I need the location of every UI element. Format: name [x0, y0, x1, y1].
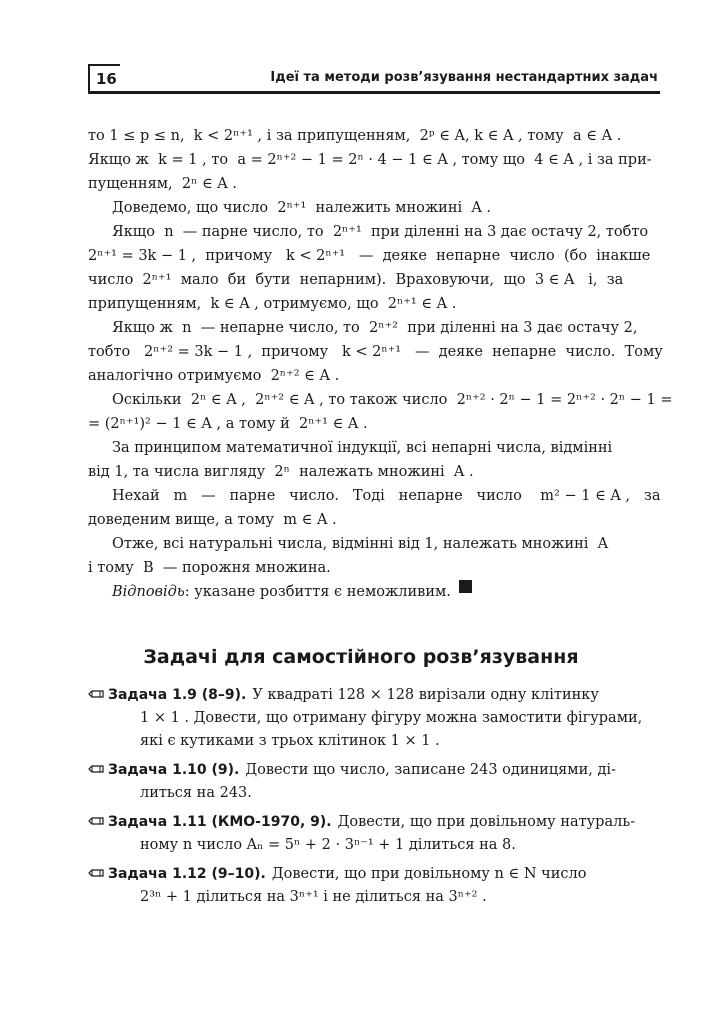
pencil-icon [88, 759, 108, 782]
answer-label: Відповідь [112, 584, 185, 600]
task-item [88, 684, 660, 753]
task-item [88, 759, 660, 805]
proof-line: 2ⁿ⁺¹ = 3k − 1 , причому k < 2ⁿ⁺¹ — деяке непарне число (бо інакше [88, 248, 651, 264]
proof-line: припущенням, k ∈ A , отримуємо, що 2ⁿ⁺¹ ∈ A . [88, 296, 457, 312]
proof-text [88, 124, 673, 604]
proof-line: від 1, та числа вигляду 2ⁿ належать множині A . [88, 464, 474, 480]
task-text: які є кутиками з трьох клітинок 1 × 1 . [140, 733, 440, 749]
section-title: Задачі для самостійного розв’язування [143, 646, 579, 668]
proof-line: Якщо ж n — непарне число, то 2ⁿ⁺² при діленні на 3 дає остачу 2, [112, 320, 638, 336]
proof-line: За принципом математичної індукції, всі непарні числа, відмінні [112, 440, 613, 456]
proof-line: тобто 2ⁿ⁺² = 3k − 1 , причому k < 2ⁿ⁺¹ — деяке непарне число. Тому [88, 344, 663, 360]
task-text: Довести, що при довільному n ∈ N число [271, 866, 587, 882]
pencil-icon [88, 684, 108, 707]
proof-line: пущенням, 2ⁿ ∈ A . [88, 176, 237, 192]
task-item [88, 811, 660, 857]
task-text: литься на 243. [140, 785, 252, 801]
task-label: Задача 1.11 (КМО-1970, 9). [108, 814, 332, 830]
task-text: 2³ⁿ + 1 ділиться на 3ⁿ⁺¹ і не ділиться на 3ⁿ⁺² . [140, 889, 487, 905]
proof-line: = (2ⁿ⁺¹)² − 1 ∈ A , а тому й 2ⁿ⁺¹ ∈ A . [88, 416, 368, 432]
proof-line: Нехай m — парне число. Тоді непарне число m² − 1 ∈ A , за [112, 488, 661, 504]
proof-line: доведеним вище, а тому m ∈ A . [88, 512, 337, 528]
answer-line [88, 580, 660, 604]
task-label: Задача 1.9 (8–9). [108, 687, 247, 703]
task-text: ному n число Aₙ = 5ⁿ + 2 · 3ⁿ⁻¹ + 1 ділиться на 8. [140, 837, 516, 853]
proof-line: Оскільки 2ⁿ ∈ A , 2ⁿ⁺² ∈ A , то також число 2ⁿ⁺² · 2ⁿ − 1 = 2ⁿ⁺² · 2ⁿ − 1 = [112, 392, 673, 408]
task-item [88, 863, 660, 909]
proof-line: то 1 ≤ p ≤ n, k < 2ⁿ⁺¹ , і за припущенням, 2ᵖ ∈ A, k ∈ A , тому a ∈ A . [88, 128, 622, 144]
task-text: Довести що число, записане 243 одиницями, ді- [245, 762, 616, 778]
task-text: 1 × 1 . Довести, що отриману фігуру можна замостити фігурами, [140, 710, 643, 726]
proof-line: Доведемо, що число 2ⁿ⁺¹ належить множині A . [112, 200, 492, 216]
proof-line: аналогічно отримуємо 2ⁿ⁺² ∈ A . [88, 368, 340, 384]
task-text: У квадраті 128 × 128 вирізали одну клітинку [252, 687, 599, 703]
pencil-icon [88, 863, 108, 886]
header-rule [88, 91, 660, 94]
proof-line: число 2ⁿ⁺¹ мало би бути непарним). Враховуючи, що 3 ∈ A і, за [88, 272, 624, 288]
end-of-proof-square-icon [459, 580, 472, 593]
task-list [88, 684, 660, 915]
proof-line: Якщо n — парне число, то 2ⁿ⁺¹ при діленні на 3 дає остачу 2, тобто [112, 224, 649, 240]
running-title: Ідеї та методи розв’язування нестандартних задач [270, 70, 658, 85]
proof-line: Якщо ж k = 1 , то a = 2ⁿ⁺² − 1 = 2ⁿ · 4 − 1 ∈ A , тому що 4 ∈ A , і за при- [88, 152, 652, 168]
task-label: Задача 1.12 (9–10). [108, 866, 266, 882]
proof-line: Отже, всі натуральні числа, відмінні від 1, належать множині A [112, 536, 609, 552]
answer-text: : указане розбиття є неможливим. [184, 584, 451, 600]
pencil-icon [88, 811, 108, 834]
page-number: 16 [88, 64, 120, 92]
proof-line: і тому B — порожня множина. [88, 560, 331, 576]
page-header [88, 64, 660, 92]
task-label: Задача 1.10 (9). [108, 762, 240, 778]
task-text: Довести, що при довільному натураль- [337, 814, 636, 830]
